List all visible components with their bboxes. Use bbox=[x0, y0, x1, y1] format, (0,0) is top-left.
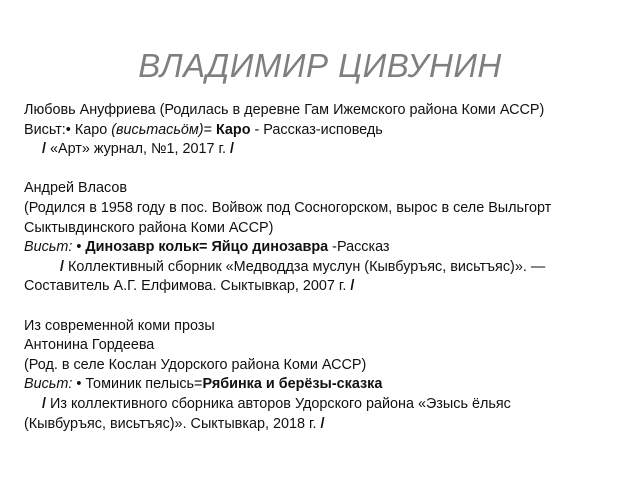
work-bullet: • Томиник пелысь= bbox=[72, 376, 203, 393]
work-line bbox=[24, 121, 630, 141]
work-description: -Рассказ bbox=[328, 239, 390, 256]
entry-gordeeva bbox=[24, 317, 630, 435]
work-translated-title: Яйцо динозавра bbox=[211, 239, 329, 256]
spacer bbox=[24, 297, 630, 317]
work-translated-title: Рябинка и берёзы-сказка bbox=[202, 376, 383, 393]
source-line bbox=[24, 277, 630, 297]
entry-anufrieva bbox=[24, 101, 630, 160]
work-prefix: Висьт: bbox=[24, 121, 66, 138]
content-body bbox=[24, 101, 630, 434]
bio-line: Сыктывдинского района Коми АССР) bbox=[24, 219, 274, 236]
source-text: Составитель А.Г. Елфимова. Сыктывкар, 2007 г. bbox=[24, 278, 351, 295]
source-slash-close: / bbox=[230, 141, 234, 158]
author-line: Андрей Власов bbox=[24, 180, 127, 197]
source-slash-close: / bbox=[350, 278, 355, 295]
work-translated-title: Каро bbox=[215, 121, 251, 138]
work-equals: = bbox=[203, 121, 216, 138]
source-text: «Арт» журнал, №1, 2017 г. bbox=[46, 141, 230, 158]
work-description: - Рассказ-исповедь bbox=[250, 121, 383, 138]
work-prefix: Висьт: bbox=[24, 376, 73, 393]
source-slash-close: / bbox=[320, 415, 325, 432]
work-equals: = bbox=[199, 239, 212, 256]
source-line bbox=[24, 258, 630, 278]
work-line bbox=[24, 375, 630, 395]
entry-vlasov bbox=[24, 179, 630, 297]
source-text: Из коллективного сборника авторов Удорского района «Эзысь ёльяс bbox=[46, 395, 511, 412]
author-line: Любовь Ануфриева (Родилась в деревне Гам Ижемского района Коми АССР) bbox=[24, 102, 545, 118]
source-text: Коллективный сборник «Медводдза муслун (Кывбуръяс, висьтъяс)». — bbox=[64, 258, 546, 275]
source-line bbox=[24, 415, 630, 435]
author-line: Антонина Гордеева bbox=[24, 337, 155, 354]
source-slash-open: / bbox=[42, 395, 46, 412]
work-original-title: Динозавр кольк bbox=[85, 239, 200, 256]
work-prefix: Висьт: bbox=[24, 239, 73, 256]
section-heading: Из современной коми прозы bbox=[24, 317, 215, 334]
work-line bbox=[24, 238, 630, 258]
work-bullet: • bbox=[72, 239, 86, 256]
source-slash-open: / bbox=[42, 141, 46, 158]
page-title: ВЛАДИМИР ЦИВУНИН bbox=[138, 47, 502, 84]
bio-line: (Род. в селе Кослан Удорского района Коми АССР) bbox=[24, 356, 367, 373]
source-line bbox=[24, 140, 630, 160]
bio-line: (Родился в 1958 году в пос. Войвож под Сосногорском, вырос в селе Выльгорт bbox=[24, 199, 552, 216]
work-original-title: (висьтасьӧм) bbox=[111, 121, 204, 138]
source-text: (Кывбуръяс, висьтъяс)». Сыктывкар, 2018 г. bbox=[24, 415, 321, 432]
work-bullet: • Каро bbox=[65, 121, 112, 138]
spacer bbox=[24, 160, 630, 180]
source-slash-open: / bbox=[60, 258, 64, 275]
source-line bbox=[24, 395, 630, 415]
